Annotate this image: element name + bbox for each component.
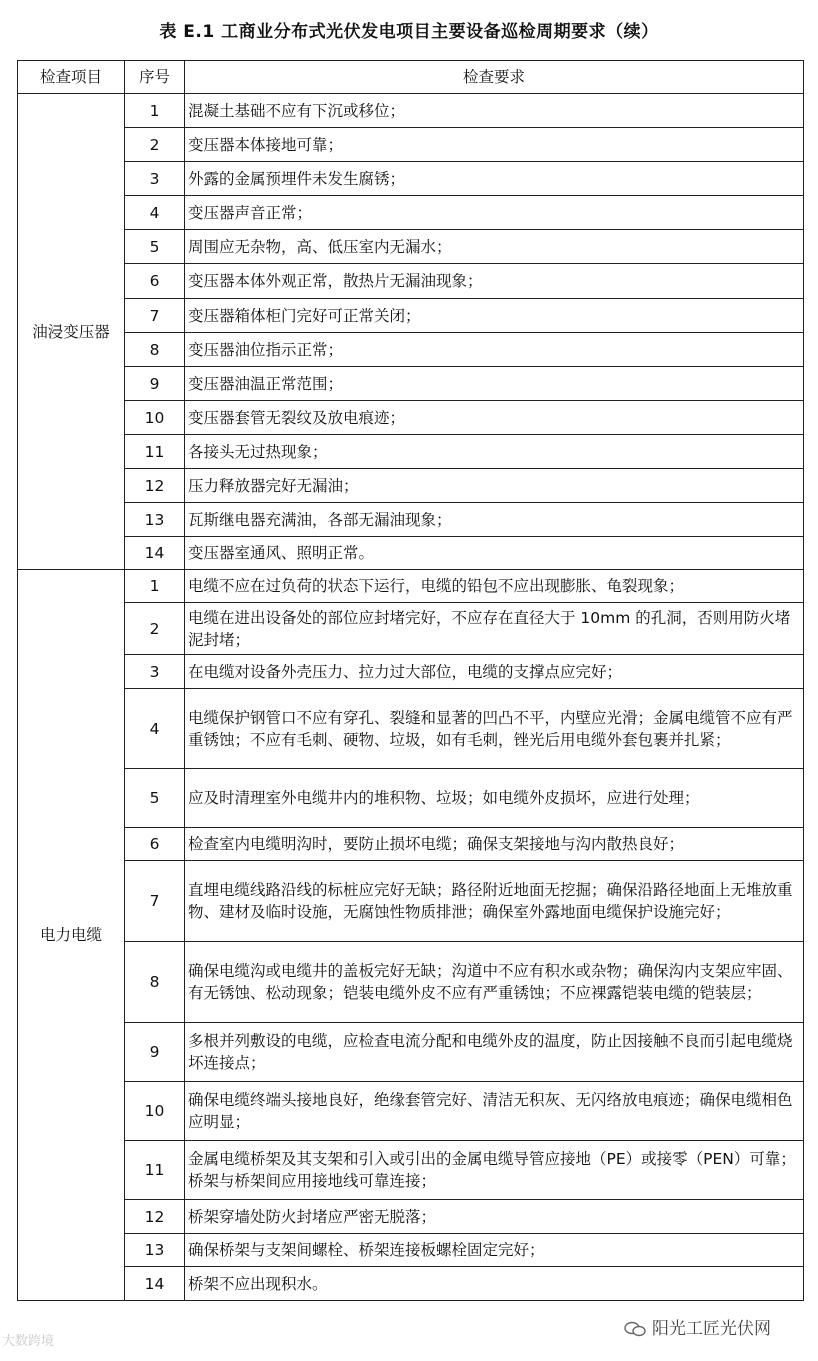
index-cell: 2	[125, 128, 185, 162]
requirement-cell: 变压器本体接地可靠；	[185, 128, 804, 162]
requirement-cell: 电缆保护钢管口不应有穿孔、裂缝和显著的凹凸不平，内壁应光滑；金属电缆管不应有严重锈蚀；不应有毛刺、硬物、垃圾，如有毛刺，锉光后用电缆外套包裹并扎紧；	[185, 689, 804, 769]
requirement-cell: 确保桥架与支架间螺栓、桥架连接板螺栓固定完好；	[185, 1234, 804, 1267]
requirement-cell: 电缆不应在过负荷的状态下运行，电缆的铅包不应出现膨胀、龟裂现象；	[185, 570, 804, 603]
table-row	[18, 942, 804, 1023]
inspection-table	[17, 60, 804, 1301]
index-cell: 2	[125, 603, 185, 655]
requirement-cell: 直埋电缆线路沿线的标桩应完好无缺；路径附近地面无挖掘；确保沿路径地面上无堆放重物、建材及临时设施，无腐蚀性物质排泄；确保室外露地面电缆保护设施完好；	[185, 861, 804, 942]
requirement-cell: 变压器声音正常；	[185, 196, 804, 230]
requirement-cell: 确保电缆终端头接地良好，绝缘套管完好、清洁无积灰、无闪络放电痕迹；确保电缆相色应明显；	[185, 1082, 804, 1141]
requirement-cell: 变压器箱体柜门完好可正常关闭；	[185, 299, 804, 333]
index-cell: 1	[125, 570, 185, 603]
table-row	[18, 162, 804, 196]
requirement-cell: 周围应无杂物，高、低压室内无漏水；	[185, 230, 804, 264]
category-cell: 电力电缆	[18, 570, 125, 1301]
index-cell: 12	[125, 469, 185, 503]
watermark-right	[620, 1314, 775, 1339]
requirement-cell: 电缆在进出设备处的部位应封堵完好，不应存在直径大于 10mm 的孔洞，否则用防火堵泥封堵；	[185, 603, 804, 655]
table-row	[18, 299, 804, 333]
index-cell: 3	[125, 162, 185, 196]
table-row	[18, 333, 804, 367]
category-cell: 油浸变压器	[18, 94, 125, 570]
table-row	[18, 401, 804, 435]
index-cell: 12	[125, 1200, 185, 1234]
requirement-cell: 各接头无过热现象；	[185, 435, 804, 469]
requirement-cell: 变压器室通风、照明正常。	[185, 537, 804, 570]
index-cell: 5	[125, 769, 185, 828]
requirement-cell: 混凝土基础不应有下沉或移位；	[185, 94, 804, 128]
index-cell: 5	[125, 230, 185, 264]
index-cell: 6	[125, 828, 185, 861]
table-row	[18, 1082, 804, 1141]
index-cell: 9	[125, 367, 185, 401]
requirement-cell: 应及时清理室外电缆井内的堆积物、垃圾；如电缆外皮损坏，应进行处理；	[185, 769, 804, 828]
index-cell: 13	[125, 1234, 185, 1267]
table-row	[18, 1234, 804, 1267]
table-row	[18, 1200, 804, 1234]
table-row	[18, 570, 804, 603]
index-cell: 4	[125, 689, 185, 769]
table-row	[18, 769, 804, 828]
table-row	[18, 861, 804, 942]
table-row	[18, 435, 804, 469]
header-requirement: 检查要求	[185, 61, 804, 94]
requirement-cell: 在电缆对设备外壳压力、拉力过大部位，电缆的支撑点应完好；	[185, 655, 804, 689]
requirement-cell: 金属电缆桥架及其支架和引入或引出的金属电缆导管应接地（PE）或接零（PEN）可靠；桥架与桥架间应用接地线可靠连接；	[185, 1141, 804, 1200]
requirement-cell: 桥架穿墙处防火封堵应严密无脱落；	[185, 1200, 804, 1234]
table-body	[18, 94, 804, 1301]
table-row	[18, 1141, 804, 1200]
requirement-cell: 检查室内电缆明沟时，要防止损坏电缆；确保支架接地与沟内散热良好；	[185, 828, 804, 861]
table-row	[18, 367, 804, 401]
header-index: 序号	[125, 61, 185, 94]
table-row	[18, 603, 804, 655]
index-cell: 11	[125, 1141, 185, 1200]
index-cell: 3	[125, 655, 185, 689]
table-row	[18, 503, 804, 537]
index-cell: 8	[125, 333, 185, 367]
table-row	[18, 1267, 804, 1301]
requirement-cell: 多根并列敷设的电缆，应检查电流分配和电缆外皮的温度，防止因接触不良而引起电缆烧坏连接点；	[185, 1023, 804, 1082]
table-row	[18, 264, 804, 299]
table-row	[18, 94, 804, 128]
requirement-cell: 变压器本体外观正常，散热片无漏油现象；	[185, 264, 804, 299]
watermark-right-text: 阳光工匠光伏网	[652, 1319, 771, 1339]
header-category: 检查项目	[18, 61, 125, 94]
index-cell: 4	[125, 196, 185, 230]
table-row	[18, 196, 804, 230]
table-row	[18, 537, 804, 570]
header-row	[18, 61, 804, 94]
table-row	[18, 828, 804, 861]
wechat-icon	[624, 1321, 646, 1337]
index-cell: 10	[125, 401, 185, 435]
index-cell: 13	[125, 503, 185, 537]
requirement-cell: 外露的金属预埋件未发生腐锈；	[185, 162, 804, 196]
requirement-cell: 压力释放器完好无漏油；	[185, 469, 804, 503]
table-row	[18, 1023, 804, 1082]
table-row	[18, 655, 804, 689]
index-cell: 9	[125, 1023, 185, 1082]
table-title: 表 E.1 工商业分布式光伏发电项目主要设备巡检周期要求（续）	[159, 22, 659, 42]
index-cell: 14	[125, 537, 185, 570]
watermark-left: 大数跨境	[2, 1334, 55, 1349]
requirement-cell: 变压器油温正常范围；	[185, 367, 804, 401]
index-cell: 8	[125, 942, 185, 1023]
index-cell: 7	[125, 861, 185, 942]
requirement-cell: 瓦斯继电器充满油，各部无漏油现象；	[185, 503, 804, 537]
index-cell: 7	[125, 299, 185, 333]
requirement-cell: 确保电缆沟或电缆井的盖板完好无缺；沟道中不应有积水或杂物；确保沟内支架应牢固、有无锈蚀、松动现象；铠装电缆外皮不应有严重锈蚀；不应裸露铠装电缆的铠装层；	[185, 942, 804, 1023]
index-cell: 14	[125, 1267, 185, 1301]
requirement-cell: 变压器油位指示正常；	[185, 333, 804, 367]
index-cell: 11	[125, 435, 185, 469]
index-cell: 1	[125, 94, 185, 128]
index-cell: 10	[125, 1082, 185, 1141]
table-row	[18, 128, 804, 162]
table-row	[18, 230, 804, 264]
table-row	[18, 689, 804, 769]
index-cell: 6	[125, 264, 185, 299]
requirement-cell: 桥架不应出现积水。	[185, 1267, 804, 1301]
table-row	[18, 469, 804, 503]
requirement-cell: 变压器套管无裂纹及放电痕迹；	[185, 401, 804, 435]
